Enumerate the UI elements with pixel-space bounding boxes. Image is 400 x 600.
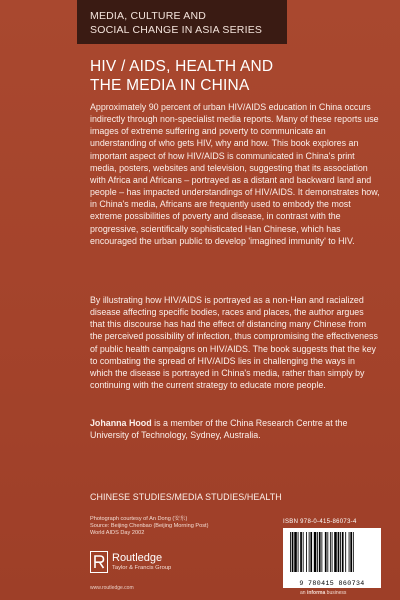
- publisher-group: Taylor & Francis Group: [112, 565, 172, 571]
- barcode-bar: [314, 532, 317, 572]
- author-bio-text: is a member of the China Research Centre at the University of Technology, Sydney, Australia.: [90, 418, 348, 441]
- barcode-bar: [317, 532, 318, 572]
- informa-business-line: [300, 590, 346, 596]
- author-name: Johanna Hood: [90, 418, 152, 428]
- book-title-line-2: THE MEDIA IN CHINA: [90, 77, 250, 94]
- author-bio: [90, 417, 380, 441]
- blurb-paragraph-1: Approximately 90 percent of urban HIV/AIDS education in China occurs indirectly through non-specialist media reports. Many of these reports use images of extreme suffering and poverty to communicate an understanding of who gets HIV, why and how. This book explores an important aspect of how HIV/AIDS is communicated in China's print media, posters, websites and television, suggesting that its association with Africa and Africans – portrayed as a distant and backward land and people – has impacted understandings of HIV/AIDS. It demonstrates how, in China's media, Africans are frequently used to embody the most extreme possibilities of poverty and disease, in contrast with the progressive, scientifically sophisticated Han Chinese, which has encouraged the urban public to develop 'imagined immunity' to HIV.: [90, 102, 380, 246]
- photo-credits: [90, 516, 260, 538]
- book-title: [90, 57, 380, 95]
- informa-name: informa: [306, 590, 326, 596]
- barcode-bar: [303, 532, 304, 572]
- barcode-bar: [353, 532, 354, 572]
- publisher-name: Routledge: [112, 552, 163, 564]
- series-name-line-1: MEDIA, CULTURE AND: [90, 10, 207, 22]
- subject-categories: CHINESE STUDIES/MEDIA STUDIES/HEALTH: [90, 492, 282, 502]
- barcode-bar: [306, 532, 307, 572]
- series-name-line-2: SOCIAL CHANGE IN ASIA SERIES: [90, 24, 263, 36]
- barcode-bar: [294, 532, 297, 572]
- photo-credit-line-1: Photograph courtesy of An Dong (安东): [90, 516, 188, 522]
- barcode-bar: [338, 532, 340, 572]
- blurb-paragraph-2: By illustrating how HIV/AIDS is portrayed as a non-Han and racialized disease affecting specific bodies, races and places, the author argues that this discourse has had the effect of distancing many Chinese from the perceived possibility of infection, thus compromising the effectiveness of public health campaigns on HIV/AIDS. The book suggests that the key to combating the spread of HIV/AIDS lies in challenging the ways in which the disease is portrayed in China's media, rather than simply by continuing with the current strategy to educate more people.: [90, 295, 378, 391]
- barcode-bar: [298, 532, 299, 572]
- barcode-bar: [342, 532, 344, 572]
- barcode-digits: 9 780415 860734: [299, 580, 365, 587]
- photo-credit-line-3: World AIDS Day 2002: [90, 530, 145, 537]
- isbn-label: ISBN 978-0-415-86073-4: [283, 519, 357, 525]
- barcode-bar: [349, 532, 350, 572]
- barcode-bar: [327, 532, 328, 572]
- barcode-bar: [334, 532, 337, 572]
- barcode-bar: [325, 532, 327, 572]
- informa-suffix: business: [325, 590, 347, 596]
- publisher-website[interactable]: www.routledge.com: [90, 585, 134, 591]
- barcode-bar: [350, 532, 352, 572]
- barcode-bar: [319, 532, 321, 572]
- photo-credit-line-2: Source: Beijing Chenbao (Beijing Morning Post): [90, 523, 209, 530]
- barcode-bar: [340, 532, 341, 572]
- book-title-line-1: HIV / AIDS, HEALTH AND: [90, 58, 274, 75]
- barcode-bar: [309, 532, 310, 572]
- barcode-bar: [300, 532, 302, 572]
- barcode-bar: [345, 532, 346, 572]
- informa-prefix: an: [300, 590, 307, 596]
- barcode-bar: [292, 532, 294, 572]
- series-banner: [77, 0, 287, 44]
- routledge-r-icon: [90, 551, 108, 573]
- barcode-bar: [330, 532, 331, 572]
- barcode-bar: [290, 532, 291, 572]
- barcode-bar: [310, 532, 312, 572]
- publisher-logo: [90, 551, 240, 575]
- barcode-bar: [321, 532, 322, 572]
- barcode-bar: [332, 532, 333, 572]
- barcode-bars: [283, 528, 381, 578]
- isbn-barcode: [283, 528, 381, 588]
